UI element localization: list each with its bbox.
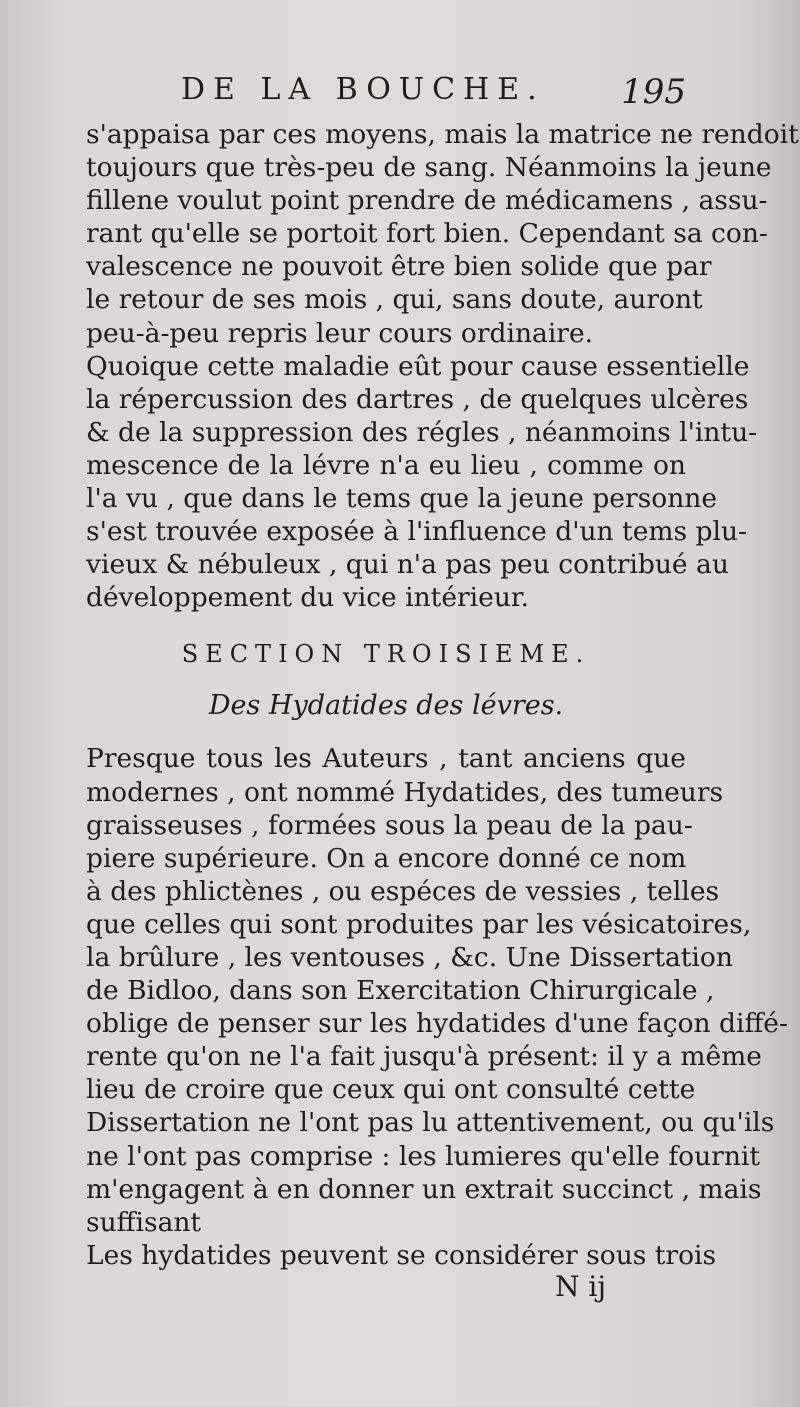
paragraph — [86, 350, 758, 615]
text-line: graisseuses , formées sous la peau de la pau- — [86, 809, 693, 841]
text-line: vieux & nébuleux , qui n'a pas peu contribué au — [86, 549, 729, 581]
page-number: 195 — [621, 72, 686, 112]
text-line: modernes , ont nommé Hydatides, des tumeurs — [86, 776, 724, 808]
text-line: fillene voulut point prendre de médicamens , assu- — [86, 185, 768, 217]
text-line: la brûlure , les ventouses , &c. Une Dissertation — [86, 941, 733, 973]
text-line: développement du vice intérieur. — [86, 582, 530, 614]
text-line: rant qu'elle se portoit fort bien. Cependant sa con- — [86, 218, 768, 250]
text-line: que celles qui sont produites par les vésicatoires, — [86, 908, 752, 940]
text-line: Quoique cette maladie eût pour cause essentielle — [86, 350, 750, 382]
text-line: ne l'ont pas comprise : les lumieres qu'elle fournit — [86, 1140, 761, 1172]
body-text — [86, 118, 799, 1272]
text-line: peu-à-peu repris leur cours ordinaire. — [86, 317, 594, 349]
text-line: à des phlictènes , ou espéces de vessies , telles — [86, 875, 720, 907]
running-title: DE LA BOUCHE. — [181, 72, 545, 107]
paragraph — [86, 742, 788, 1238]
text-line: m'engagent à en donner un extrait succinct , mais — [86, 1173, 762, 1205]
text-line: s'appaisa par ces moyens, mais la matrice ne rendoit — [86, 119, 799, 150]
text-line: rente qu'on ne l'a fait jusqu'à présent: il y a même — [86, 1041, 762, 1073]
text-line: la répercussion des dartres , de quelques ulcères — [86, 383, 749, 415]
section-heading: SECTION TROISIEME. — [181, 640, 591, 669]
signature-mark: N ij — [555, 1270, 607, 1303]
page-header — [86, 72, 686, 116]
text-line: le retour de ses mois , qui, sans doute, auront — [86, 284, 703, 316]
text-line: mescence de la lévre n'a eu lieu , comme on — [86, 449, 686, 481]
section-subheading: Des Hydatides des lévres. — [208, 690, 564, 722]
text-line: Presque tous les Auteurs , tant anciens que — [86, 743, 686, 775]
text-line: Les hydatides peuvent se considérer sous trois — [86, 1239, 717, 1271]
text-line: suffisant — [86, 1206, 202, 1238]
text-line: valescence ne pouvoit être bien solide que par — [86, 251, 712, 283]
text-line: piere supérieure. On a encore donné ce nom — [86, 842, 687, 874]
text-line: & de la suppression des régles , néanmoins l'intu- — [86, 416, 758, 448]
text-line: de Bidloo, dans son Exercitation Chirurgicale , — [86, 975, 715, 1007]
text-line: Dissertation ne l'ont pas lu attentivement, ou qu'ils — [86, 1107, 775, 1139]
text-line: toujours que très-peu de sang. Néanmoins la jeune — [86, 152, 772, 184]
text-line: lieu de croire que ceux qui ont consulté cette — [86, 1074, 696, 1106]
paragraph — [86, 118, 799, 350]
text-line: s'est trouvée exposée à l'influence d'un tems plu- — [86, 516, 747, 548]
text-line: oblige de penser sur les hydatides d'une façon diffé- — [86, 1008, 788, 1040]
text-line: l'a vu , que dans le tems que la jeune personne — [86, 483, 718, 515]
paragraph — [86, 1239, 717, 1272]
